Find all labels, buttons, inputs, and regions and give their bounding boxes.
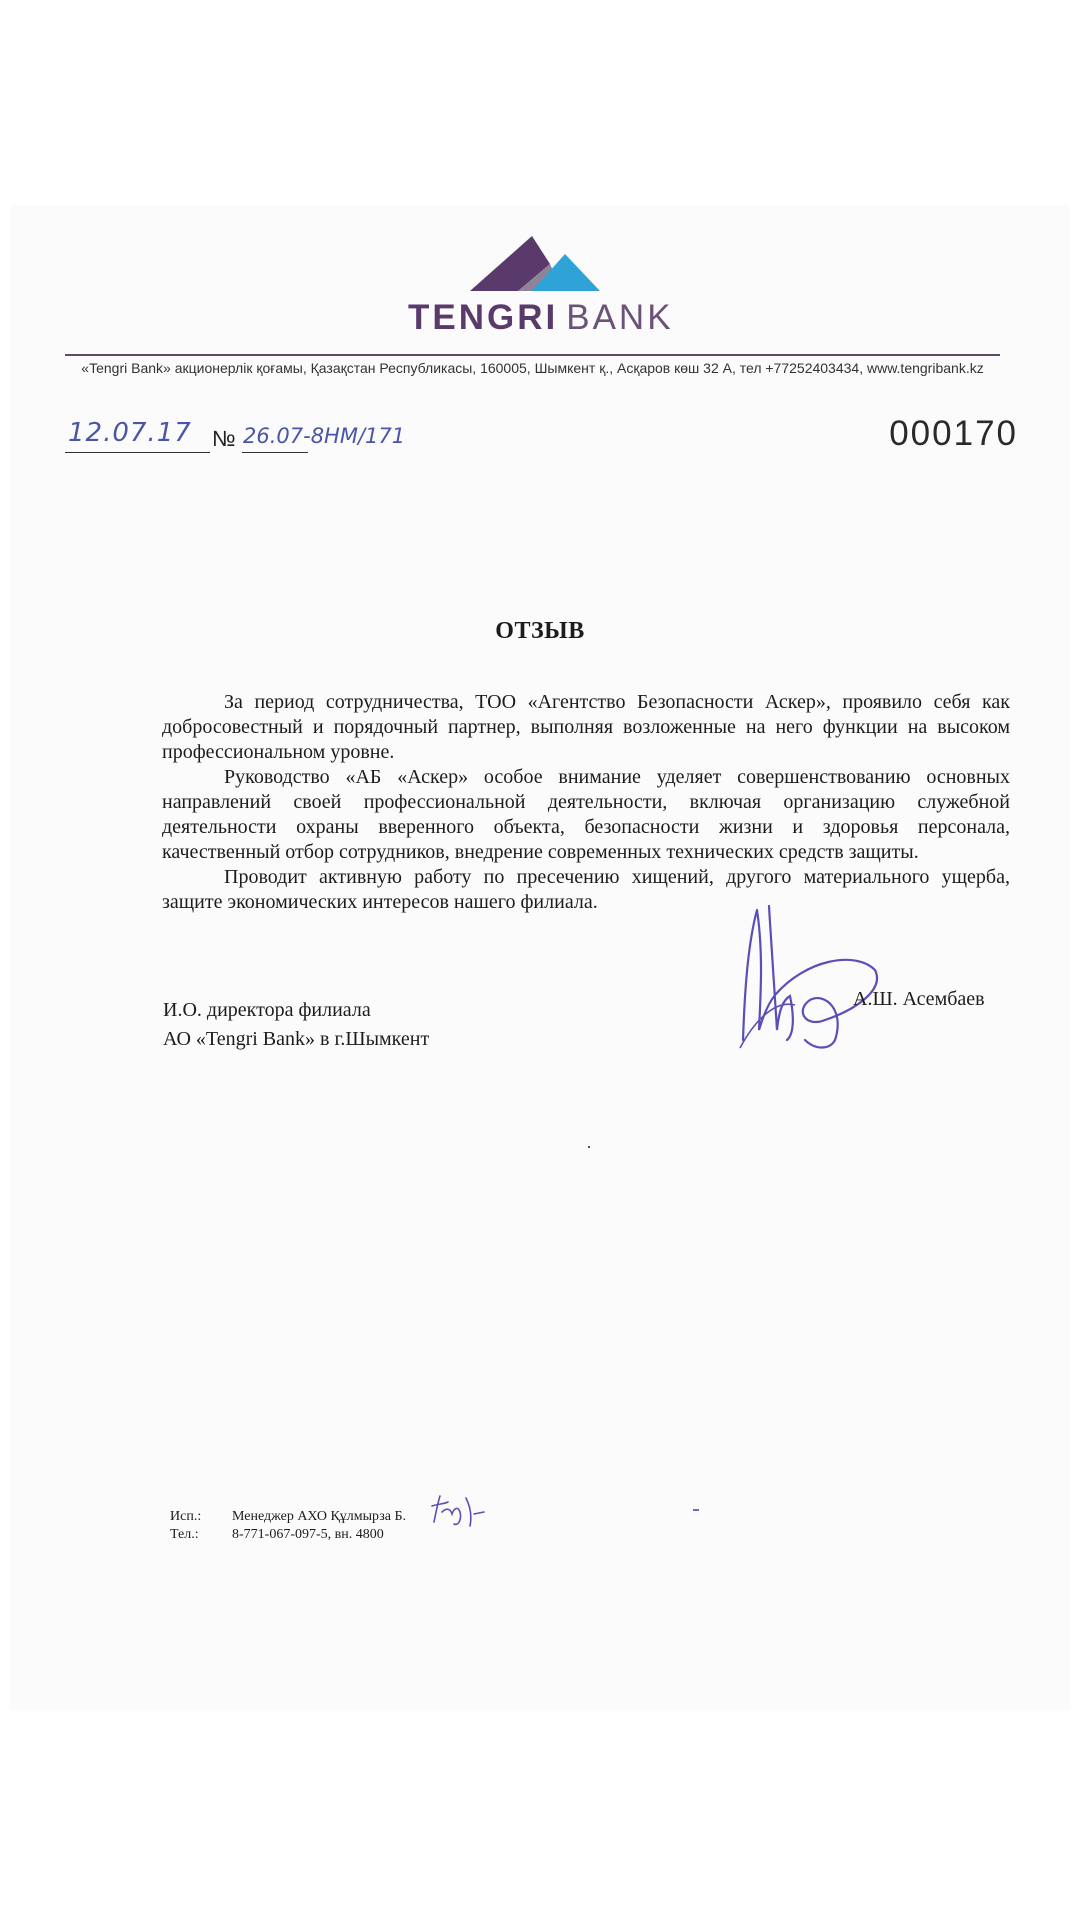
- logo-wordmark: [408, 298, 674, 337]
- ink-speck: [588, 1146, 590, 1148]
- document-title: ОТЗЫВ: [495, 618, 585, 644]
- registration-date: 12.07.17: [68, 418, 192, 448]
- body-paragraph: За период сотрудничества, ТОО «Агентство Безопасности Аскер», проявило себя как добросовестный и порядочный партнер, выполняя возложенные на него функции на высоком профессиональном уровне.: [162, 691, 1010, 763]
- letterhead-address: «Tengri Bank» акционерлік қоғамы, Қазақстан Республикасы, 160005, Шымкент қ., Асқаров көш 32 А, тел +77252403434, www.tengribank.kz: [81, 360, 984, 376]
- logo-word-tengri: TENGRI: [408, 298, 559, 337]
- handwritten-signature: [735, 900, 895, 1050]
- executor-name: Менеджер АХО Құлмырза Б.: [232, 1509, 406, 1524]
- signatory-role: [163, 996, 429, 1054]
- executor-initials-signature: [428, 1492, 488, 1528]
- registration-number-label: №: [212, 426, 236, 451]
- logo-word-bank: BANK: [566, 298, 674, 337]
- executor-label: Исп.:: [170, 1509, 202, 1524]
- signatory-name: А.Ш. Асембаев: [853, 988, 985, 1010]
- body-paragraph: Проводит активную работу по пресечению хищений, другого материального ущерба, защите экономических интересов нашего филиала.: [162, 866, 1010, 913]
- ink-speck: [693, 1509, 699, 1511]
- executor-phone: 8-771-067-097-5, вн. 4800: [232, 1527, 384, 1542]
- executor-phone-label: Тел.:: [170, 1527, 199, 1542]
- signatory-organization-line: АО «Tengri Bank» в г.Шымкент: [163, 1028, 430, 1050]
- executor-phone-row: [170, 1526, 406, 1544]
- document-body: [162, 690, 1010, 915]
- executor-block: [170, 1508, 406, 1544]
- document-serial-number: 000170: [889, 414, 1018, 453]
- signatory-role-line: И.О. директора филиала: [163, 999, 371, 1021]
- body-paragraph: Руководство «АБ «Аскер» особое внимание уделяет совершенствованию основных направлений своей профессиональной деятельности, включая организацию служебной деятельности охраны вверенного объекта, безопасности жизни и здоровья персонала, качественный отбор сотрудников, внедрение современных технических средств защиты.: [162, 766, 1010, 863]
- tengri-bank-logo-icon: [470, 236, 600, 291]
- letterhead-divider: [65, 354, 1000, 356]
- registration-number: 26.07-8НМ/171: [243, 424, 406, 448]
- executor-row: [170, 1508, 406, 1526]
